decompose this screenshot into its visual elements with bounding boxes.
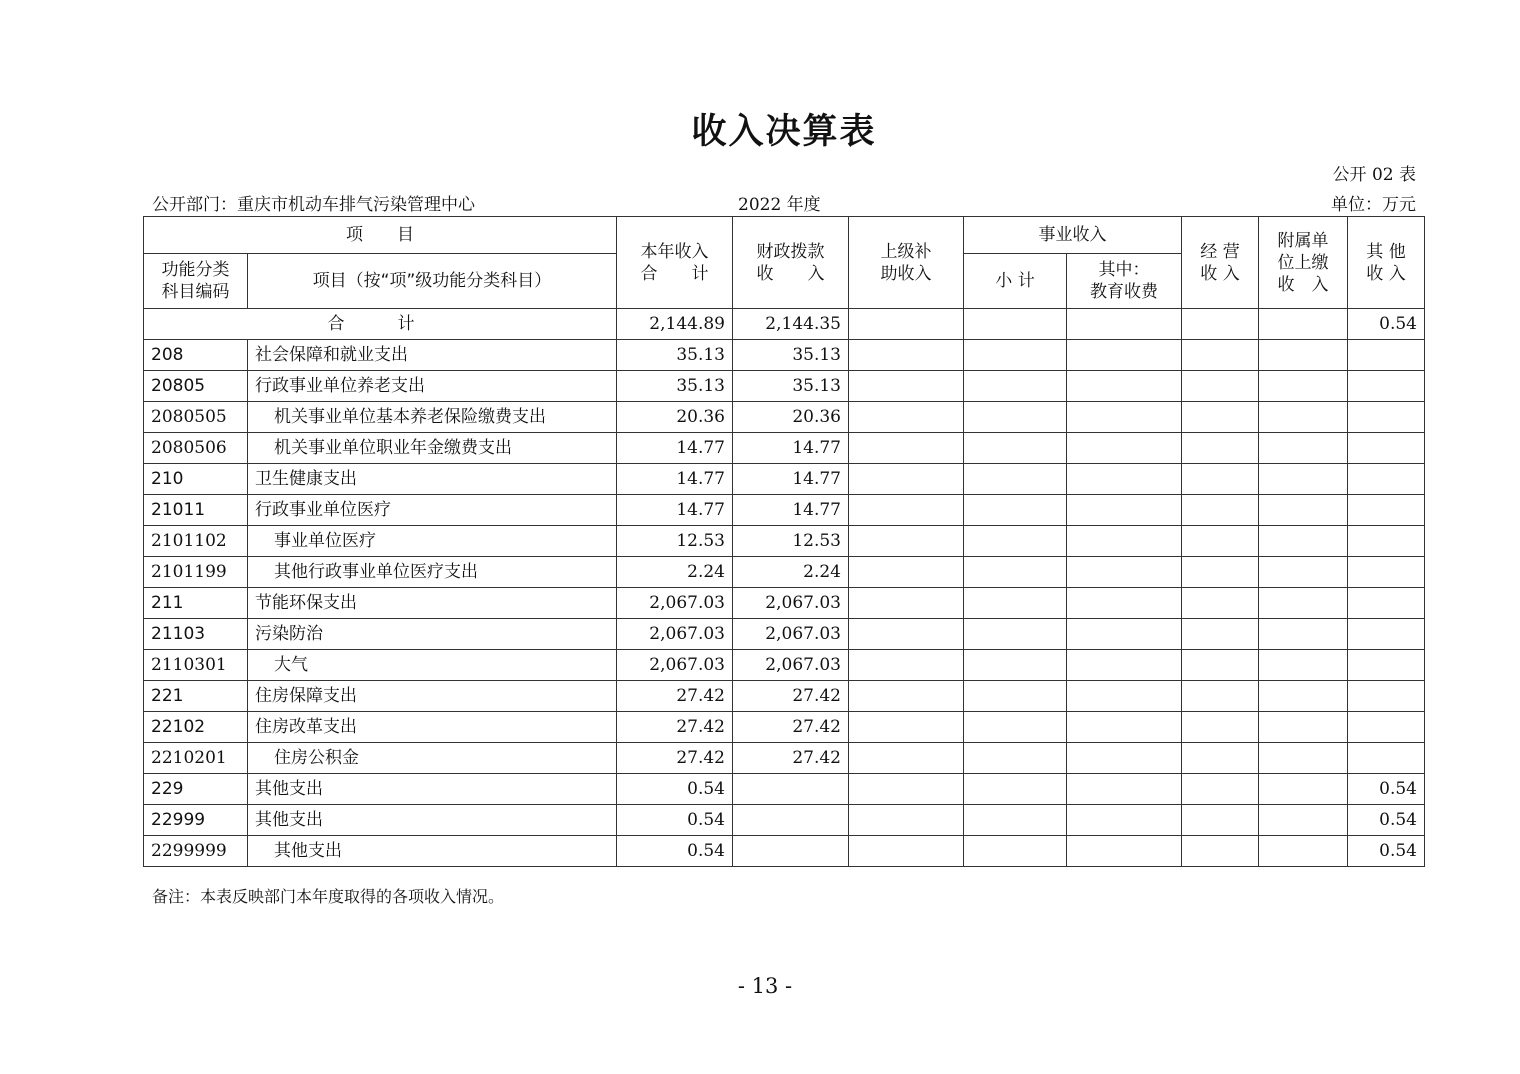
row-affiliated [1259,650,1348,681]
row-total-income: 35.13 [617,340,733,371]
row-superior-subsidy [849,495,964,526]
row-affiliated [1259,464,1348,495]
row-code: 2080505 [144,402,248,433]
row-other [1348,495,1425,526]
row-total-income: 14.77 [617,433,733,464]
row-affiliated [1259,681,1348,712]
row-affiliated [1259,495,1348,526]
row-business-subtotal [964,681,1067,712]
row-fiscal: 2.24 [733,557,849,588]
table-row [144,464,1425,495]
row-fiscal: 27.42 [733,743,849,774]
table-row [144,557,1425,588]
row-total-income: 27.42 [617,681,733,712]
row-affiliated [1259,712,1348,743]
row-code: 2110301 [144,650,248,681]
row-total-income: 2.24 [617,557,733,588]
row-edu-fee [1067,836,1182,867]
row-other [1348,588,1425,619]
row-other [1348,681,1425,712]
row-edu-fee [1067,743,1182,774]
row-code: 2210201 [144,743,248,774]
row-edu-fee [1067,495,1182,526]
table-row [144,433,1425,464]
table-row [144,650,1425,681]
row-affiliated [1259,743,1348,774]
row-other: 0.54 [1348,805,1425,836]
row-operating [1182,526,1259,557]
total-fiscal-value: 2,144.35 [733,309,849,340]
row-operating [1182,495,1259,526]
row-superior-subsidy [849,588,964,619]
row-code: 2080506 [144,433,248,464]
row-fiscal [733,805,849,836]
table-row [144,774,1425,805]
row-name: 卫生健康支出 [248,464,617,495]
header-item: 项 目 [144,217,617,254]
row-business-subtotal [964,743,1067,774]
table-row [144,588,1425,619]
row-operating [1182,371,1259,402]
row-affiliated [1259,371,1348,402]
row-superior-subsidy [849,743,964,774]
row-name: 大气 [248,650,617,681]
row-superior-subsidy [849,774,964,805]
table-row [144,805,1425,836]
header-name: 项目（按“项”级功能分类科目） [248,254,617,309]
row-superior-subsidy [849,526,964,557]
row-operating [1182,619,1259,650]
row-superior-subsidy [849,836,964,867]
row-name: 其他支出 [248,836,617,867]
row-name: 住房改革支出 [248,712,617,743]
row-edu-fee [1067,681,1182,712]
row-superior-subsidy [849,402,964,433]
row-code: 20805 [144,371,248,402]
table-row [144,495,1425,526]
row-fiscal [733,836,849,867]
row-name: 行政事业单位养老支出 [248,371,617,402]
row-name: 住房公积金 [248,743,617,774]
row-total-income: 20.36 [617,402,733,433]
row-business-subtotal [964,557,1067,588]
row-fiscal: 14.77 [733,495,849,526]
row-code: 229 [144,774,248,805]
header-code: 功能分类 科目编码 [144,254,248,309]
row-fiscal: 2,067.03 [733,650,849,681]
row-total-income: 14.77 [617,464,733,495]
row-edu-fee [1067,774,1182,805]
meta-row [152,190,1416,215]
row-operating [1182,557,1259,588]
row-fiscal: 27.42 [733,681,849,712]
row-fiscal: 12.53 [733,526,849,557]
row-edu-fee [1067,650,1182,681]
row-total-income: 0.54 [617,805,733,836]
row-superior-subsidy [849,371,964,402]
row-business-subtotal [964,712,1067,743]
row-total-income: 2,067.03 [617,588,733,619]
row-superior-subsidy [849,805,964,836]
header-business-income: 事业收入 [964,217,1182,254]
row-other [1348,743,1425,774]
row-business-subtotal [964,495,1067,526]
row-total-income: 35.13 [617,371,733,402]
row-code: 221 [144,681,248,712]
row-operating [1182,340,1259,371]
row-affiliated [1259,588,1348,619]
row-fiscal: 2,067.03 [733,619,849,650]
row-operating [1182,774,1259,805]
row-other [1348,371,1425,402]
row-superior-subsidy [849,650,964,681]
header-subtotal: 小 计 [964,254,1067,309]
row-name: 其他行政事业单位医疗支出 [248,557,617,588]
header-operating: 经 营 收 入 [1182,217,1259,309]
row-affiliated [1259,557,1348,588]
row-fiscal: 35.13 [733,340,849,371]
row-other [1348,402,1425,433]
row-total-income: 2,067.03 [617,650,733,681]
row-name: 机关事业单位基本养老保险缴费支出 [248,402,617,433]
row-affiliated [1259,433,1348,464]
department-label: 公开部门：重庆市机动车排气污染管理中心 [152,195,475,215]
row-code: 2101102 [144,526,248,557]
row-business-subtotal [964,464,1067,495]
row-business-subtotal [964,433,1067,464]
row-business-subtotal [964,650,1067,681]
row-edu-fee [1067,588,1182,619]
row-code: 2299999 [144,836,248,867]
row-code: 21103 [144,619,248,650]
row-total-income: 0.54 [617,836,733,867]
row-edu-fee [1067,557,1182,588]
row-name: 行政事业单位医疗 [248,495,617,526]
table-row [144,681,1425,712]
row-total-income: 27.42 [617,712,733,743]
row-other [1348,433,1425,464]
row-total-income: 2,067.03 [617,619,733,650]
row-affiliated [1259,619,1348,650]
row-operating [1182,712,1259,743]
row-fiscal [733,774,849,805]
total-row [144,309,1425,340]
table-row [144,371,1425,402]
row-business-subtotal [964,774,1067,805]
row-name: 住房保障支出 [248,681,617,712]
row-total-income: 27.42 [617,743,733,774]
row-superior-subsidy [849,340,964,371]
row-other [1348,619,1425,650]
row-edu-fee [1067,402,1182,433]
row-name: 社会保障和就业支出 [248,340,617,371]
row-operating [1182,650,1259,681]
table-note: 备注：本表反映部门本年度取得的各项收入情况。 [152,887,505,906]
row-fiscal: 35.13 [733,371,849,402]
row-business-subtotal [964,371,1067,402]
row-operating [1182,805,1259,836]
header-affiliated: 附属单 位上缴 收 入 [1259,217,1348,309]
table-row [144,836,1425,867]
row-code: 210 [144,464,248,495]
row-code: 208 [144,340,248,371]
row-affiliated [1259,774,1348,805]
row-business-subtotal [964,340,1067,371]
row-name: 污染防治 [248,619,617,650]
row-operating [1182,836,1259,867]
row-affiliated [1259,402,1348,433]
row-code: 2101199 [144,557,248,588]
total-other-value: 0.54 [1348,309,1425,340]
row-name: 节能环保支出 [248,588,617,619]
row-name: 事业单位医疗 [248,526,617,557]
row-fiscal: 14.77 [733,433,849,464]
row-other: 0.54 [1348,774,1425,805]
row-operating [1182,681,1259,712]
row-edu-fee [1067,712,1182,743]
table-row [144,712,1425,743]
row-edu-fee [1067,526,1182,557]
fiscal-year: 2022 年度 [738,195,821,215]
row-affiliated [1259,340,1348,371]
row-superior-subsidy [849,433,964,464]
header-total-income: 本年收入 合 计 [617,217,733,309]
row-name: 其他支出 [248,774,617,805]
row-code: 22999 [144,805,248,836]
table-row [144,340,1425,371]
row-edu-fee [1067,371,1182,402]
header-superior-subsidy: 上级补 助收入 [849,217,964,309]
row-edu-fee [1067,619,1182,650]
header-fiscal: 财政拨款 收 入 [733,217,849,309]
table-row [144,743,1425,774]
row-business-subtotal [964,836,1067,867]
row-code: 21011 [144,495,248,526]
row-fiscal: 27.42 [733,712,849,743]
row-business-subtotal [964,619,1067,650]
row-operating [1182,402,1259,433]
row-other [1348,464,1425,495]
row-affiliated [1259,526,1348,557]
row-superior-subsidy [849,681,964,712]
table-row [144,619,1425,650]
row-business-subtotal [964,805,1067,836]
row-affiliated [1259,805,1348,836]
row-operating [1182,464,1259,495]
row-business-subtotal [964,402,1067,433]
row-edu-fee [1067,340,1182,371]
row-superior-subsidy [849,557,964,588]
row-other [1348,650,1425,681]
row-superior-subsidy [849,464,964,495]
row-edu-fee [1067,464,1182,495]
total-label: 合 计 [144,309,617,340]
row-business-subtotal [964,588,1067,619]
row-other [1348,557,1425,588]
unit-label: 单位：万元 [1331,195,1416,215]
row-other [1348,526,1425,557]
row-total-income: 14.77 [617,495,733,526]
row-operating [1182,433,1259,464]
row-operating [1182,743,1259,774]
row-code: 211 [144,588,248,619]
row-other [1348,712,1425,743]
row-code: 22102 [144,712,248,743]
row-superior-subsidy [849,712,964,743]
page-title: 收入决算表 [691,112,877,152]
row-total-income: 12.53 [617,526,733,557]
row-name: 其他支出 [248,805,617,836]
row-superior-subsidy [849,619,964,650]
row-other: 0.54 [1348,836,1425,867]
table-row [144,402,1425,433]
row-operating [1182,588,1259,619]
row-total-income: 0.54 [617,774,733,805]
row-affiliated [1259,836,1348,867]
form-number: 公开 02 表 [1332,165,1416,185]
row-business-subtotal [964,526,1067,557]
row-edu-fee [1067,433,1182,464]
row-fiscal: 20.36 [733,402,849,433]
table-row [144,526,1425,557]
row-fiscal: 14.77 [733,464,849,495]
row-name: 机关事业单位职业年金缴费支出 [248,433,617,464]
total-income-value: 2,144.89 [617,309,733,340]
income-table [143,216,1425,867]
row-edu-fee [1067,805,1182,836]
header-edu-fee: 其中： 教育收费 [1067,254,1182,309]
row-other [1348,340,1425,371]
page-number: - 13 - [737,974,793,998]
row-fiscal: 2,067.03 [733,588,849,619]
header-other: 其 他 收 入 [1348,217,1425,309]
